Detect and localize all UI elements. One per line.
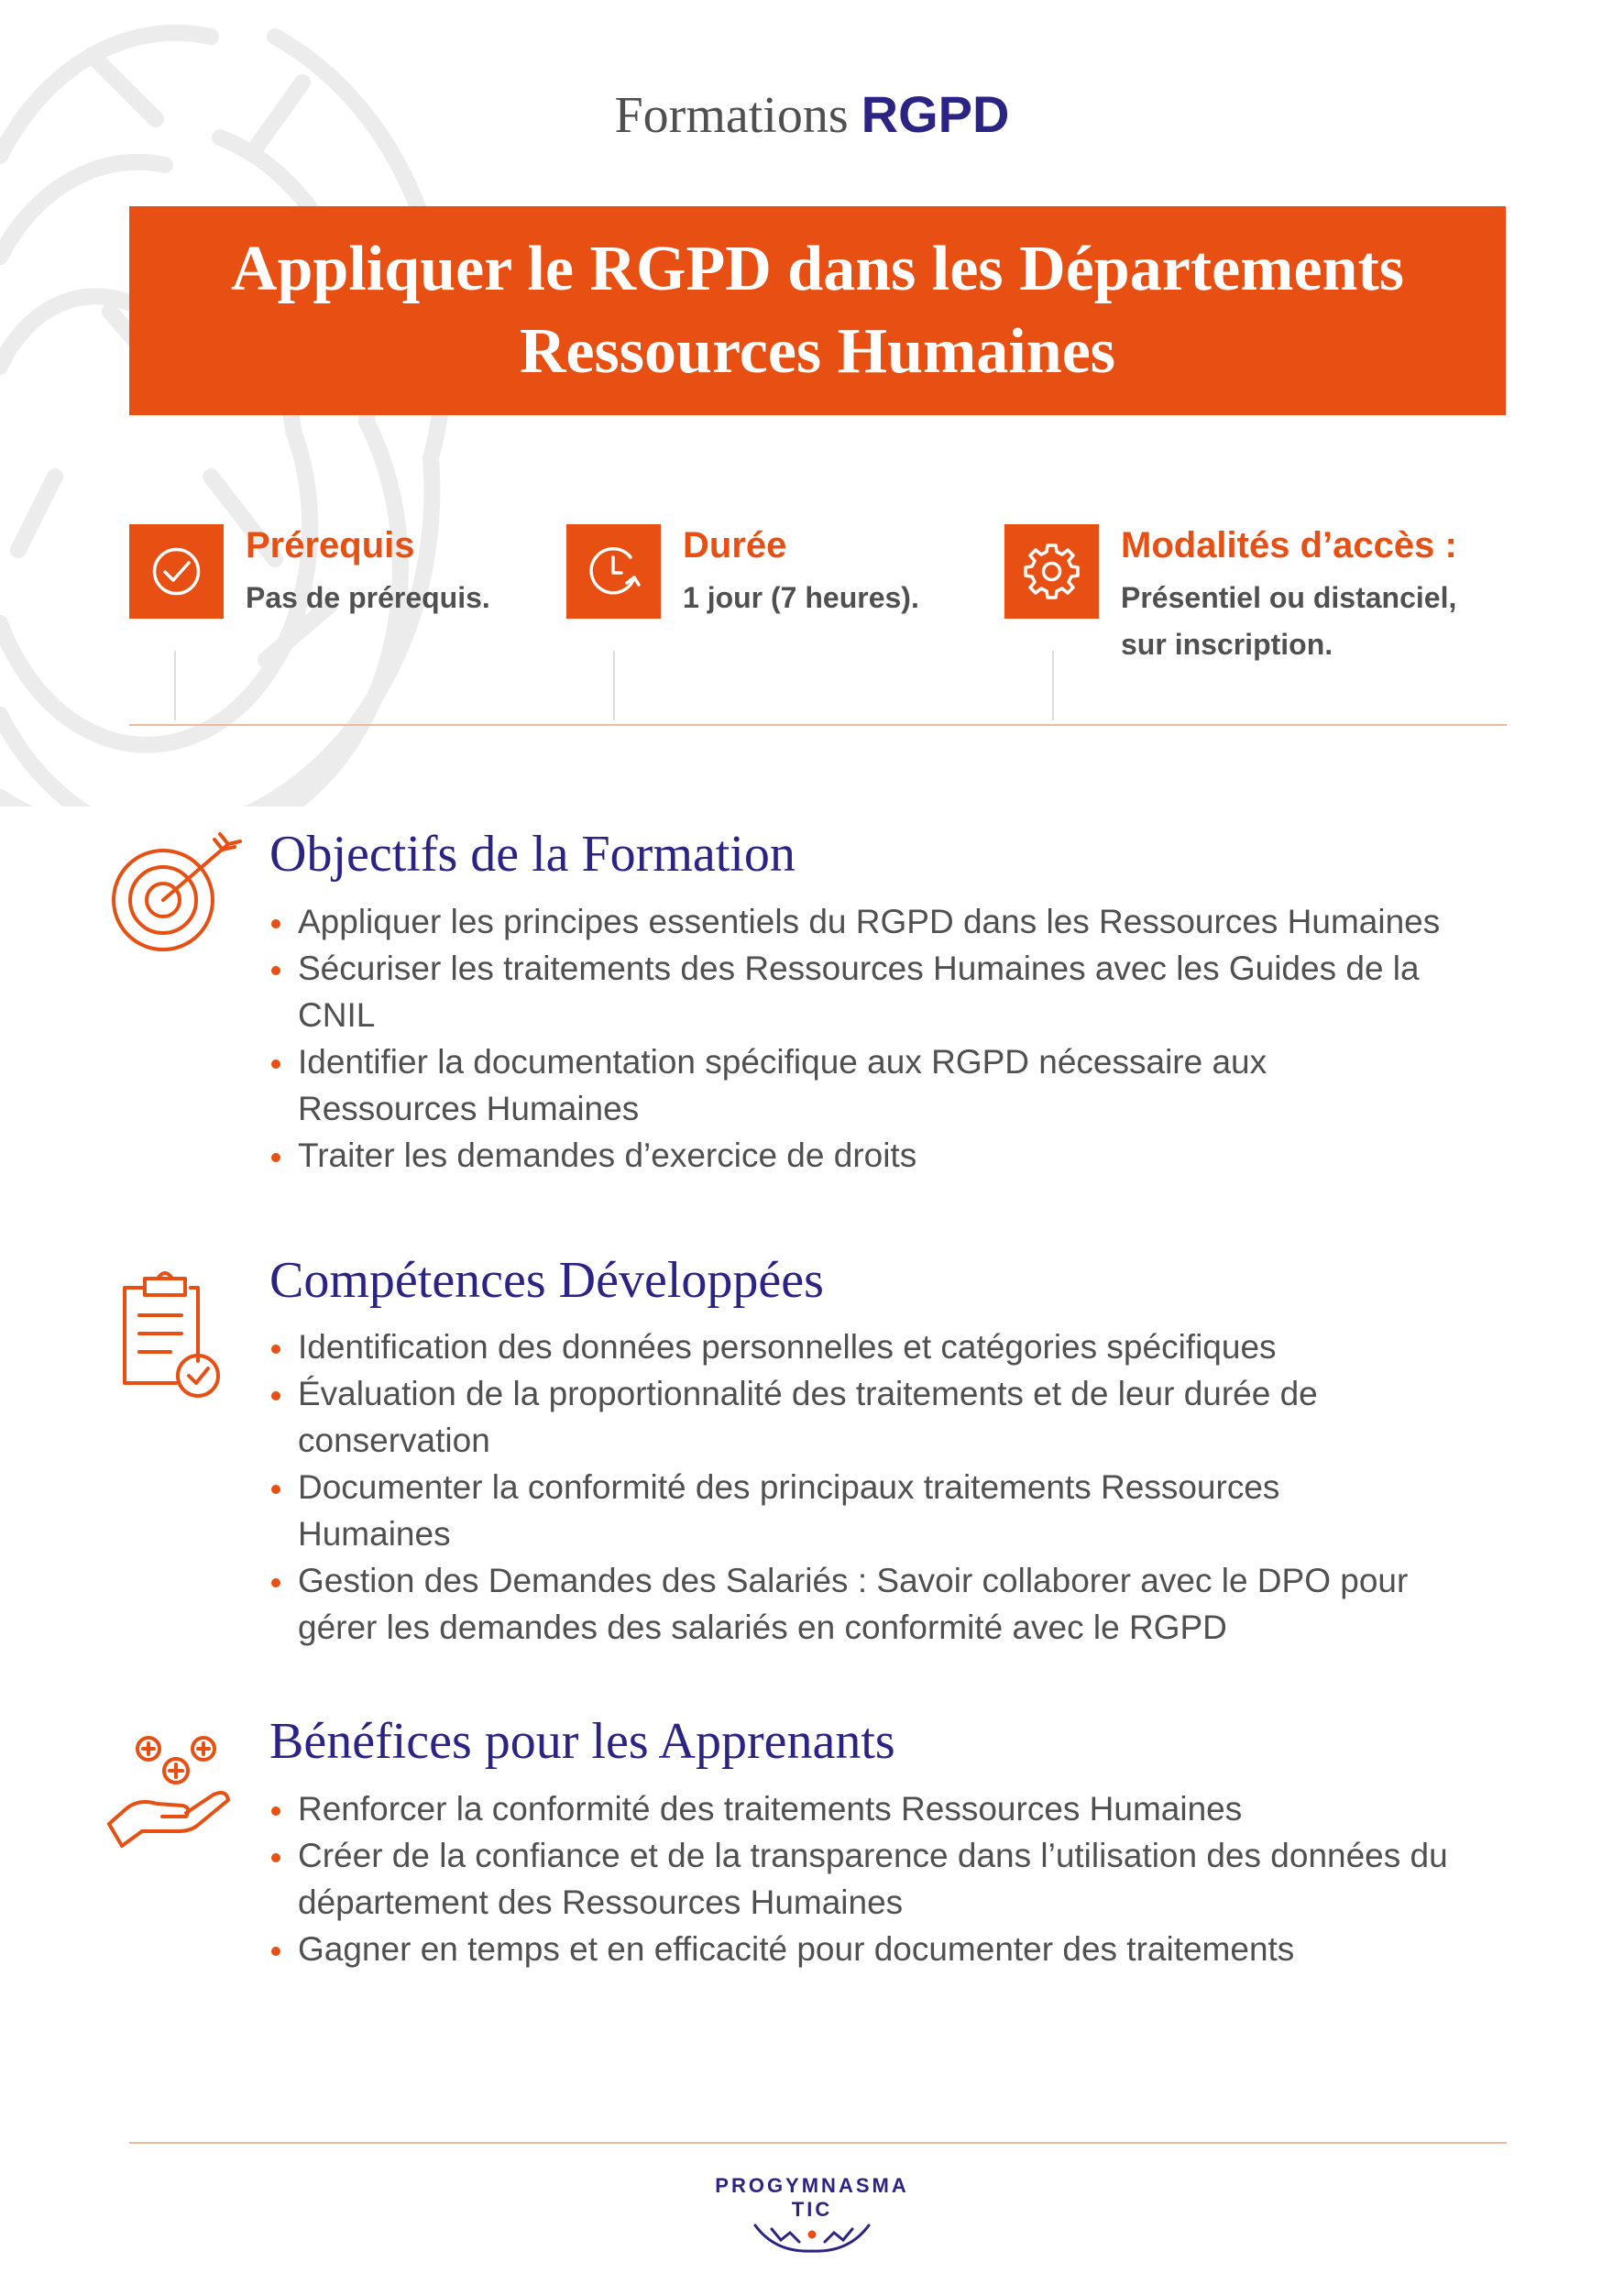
list-item: Appliquer les principes essentiels du RGPD dans les Ressources Humaines	[269, 898, 1498, 945]
target-icon	[101, 825, 246, 953]
logo-line-2: TIC	[791, 2198, 833, 2221]
info-label: Durée	[683, 525, 787, 566]
connector-line	[613, 651, 615, 720]
logo-mark-icon	[748, 2222, 876, 2255]
list-item: Sécuriser les traitements des Ressources Humaines avec les Guides de la CNIL	[269, 945, 1425, 1038]
divider	[129, 724, 1507, 726]
list-item: Gagner en temps et en efficacité pour documenter des traitements	[269, 1926, 1498, 1972]
header	[0, 84, 1624, 145]
objectifs-list	[269, 898, 1498, 1179]
header-brand: RGPD	[861, 85, 1010, 143]
check-circle-icon	[129, 524, 224, 619]
footer-divider	[129, 2142, 1507, 2144]
clipboard-check-icon	[117, 1269, 232, 1405]
title-line-1: Appliquer le RGPD dans les Départements	[230, 234, 1405, 304]
list-item: Évaluation de la proportionnalité des traitements et de leur durée de conservation	[269, 1370, 1398, 1464]
connector-line	[1052, 651, 1054, 720]
connector-line	[174, 651, 176, 720]
list-item: Créer de la confiance et de la transparence dans l’utilisation des données du département des Ressources Humaines	[269, 1832, 1498, 1926]
title-line-2: Ressources Humaines	[519, 316, 1116, 387]
hand-coins-icon	[105, 1732, 234, 1851]
list-item: Identifier la documentation spécifique aux RGPD nécessaire aux Ressources Humaines	[269, 1038, 1425, 1132]
list-item: Traiter les demandes d’exercice de droits	[269, 1132, 1498, 1179]
footer-logo	[0, 2174, 1624, 2255]
info-value: 1 jour (7 heures).	[683, 581, 919, 614]
info-label: Prérequis	[246, 525, 415, 566]
info-value: Pas de prérequis.	[246, 581, 490, 614]
list-item: Documenter la conformité des principaux traitements Ressources Humaines	[269, 1464, 1398, 1557]
info-label: Modalités d’accès :	[1121, 525, 1457, 566]
list-item: Gestion des Demandes des Salariés : Savoir collaborer avec le DPO pour gérer les demandes des salariés en conformité avec le RGPD	[269, 1557, 1425, 1651]
section-title-objectifs: Objectifs de la Formation	[269, 826, 796, 883]
list-item: Identification des données personnelles et catégories spécifiques	[269, 1323, 1498, 1370]
info-value: Présentiel ou distanciel, sur inscription.	[1121, 581, 1457, 661]
competences-list	[269, 1323, 1498, 1651]
clock-icon	[566, 524, 661, 619]
gear-icon	[1004, 524, 1099, 619]
list-item: Renforcer la conformité des traitements Ressources Humaines	[269, 1785, 1498, 1832]
header-prefix: Formations	[614, 87, 849, 144]
section-title-benefices: Bénéfices pour les Apprenants	[269, 1713, 895, 1770]
logo-line-1: PROGYMNASMA	[715, 2174, 909, 2197]
benefices-list	[269, 1785, 1498, 1972]
section-title-competences: Compétences Développées	[269, 1252, 824, 1309]
title-banner	[129, 206, 1506, 415]
